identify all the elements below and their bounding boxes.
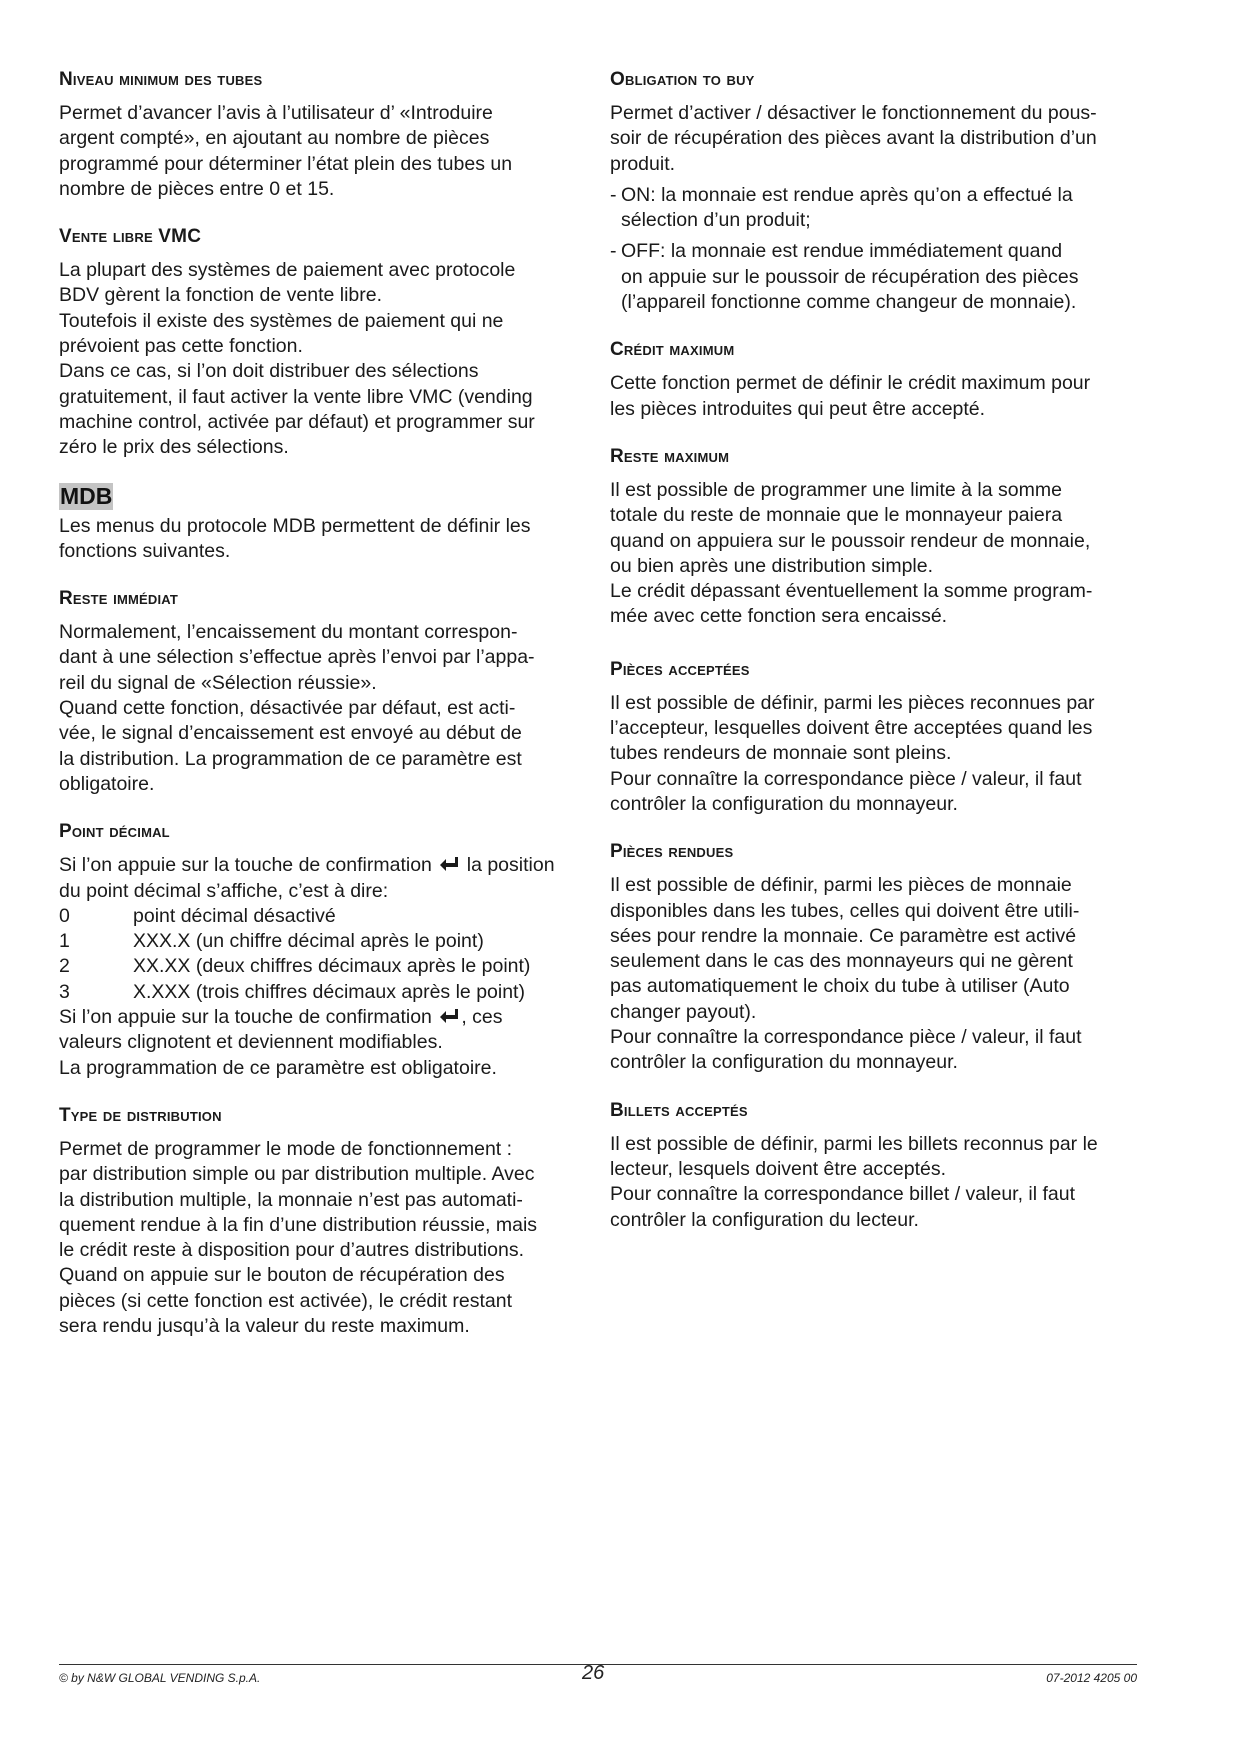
para-reste-immediat: Normalement, l’encaissement du montant correspon- dant à une sélection s’effectue après l’envoi par l’appa- reil du signal de «Sélection réussie». Quand cette fonction, désactivée par défaut, est acti- vée, le signal d’encaissement est envoyé au début de la distribution. La programmation de ce paramètre est obligatoire. — [59, 621, 535, 795]
para-credit-maximum: Cette fonction permet de définir le crédit maximum pour les pièces introduites qui peut être accepté. — [610, 372, 1091, 420]
para-obligation: Permet d’activer / désactiver le fonctionnement du pous- soir de récupération des pièces avant la distribution d’un produit. — [610, 102, 1097, 175]
list-item: 2 XX.XX (deux chiffres décimaux après le point) — [59, 955, 531, 978]
list-item: 3 X.XXX (trois chiffres décimaux après le point) — [59, 980, 525, 1003]
section-pieces-acceptees — [610, 658, 1140, 817]
section-reste-immediat — [59, 587, 589, 797]
section-mdb — [59, 483, 589, 565]
enter-key-icon — [439, 1008, 459, 1025]
page-number: 26 — [582, 1662, 605, 1684]
section-type-distribution — [59, 1104, 589, 1339]
heading-credit-maximum: Crédit maximum — [610, 339, 735, 361]
para-point-after: Si l’on appuie sur la touche de confirmation , ces valeurs clignotent et deviennent modifiables. La programmation de ce paramètre est obligatoire. — [59, 1006, 503, 1079]
footer-copyright: © by N&W GLOBAL VENDING S.p.A. — [59, 1671, 261, 1685]
left-column — [59, 68, 589, 1339]
heading-point-decimal: Point décimal — [59, 821, 170, 843]
enter-key-icon — [439, 856, 459, 873]
para-type-distribution: Permet de programmer le mode de fonctionnement : par distribution simple ou par distribution multiple. Avec la distribution multiple, la monnaie n’est pas automati- quement rendue à la fin d’une distribution réussie, mais le crédit reste à disposition pour d’autres distributions. Quand on appuie sur le bouton de récupération des pièces (si cette fonction est activée), le crédit restant sera rendu jusqu’à la valeur du reste maximum. — [59, 1137, 538, 1337]
section-credit-maximum — [610, 338, 1140, 422]
para-pieces-acceptees: Il est possible de définir, parmi les pièces reconnues par l’accepteur, lesquelles doivent être acceptées quand les tubes rendeurs de monnaie sont pleins. Pour connaître la correspondance pièce / valeur, il faut contrôler la configuration du monnayeur. — [610, 691, 1095, 815]
list-item: 1 XXX.X (un chiffre décimal après le point) — [59, 930, 484, 953]
section-niveau — [59, 68, 589, 202]
section-obligation — [610, 68, 1140, 315]
footer-document-code: 07-2012 4205 00 — [1046, 1671, 1137, 1685]
list-item: 0 point décimal désactivé — [59, 904, 336, 927]
heading-pieces-rendues: Pièces rendues — [610, 841, 734, 863]
list-item-off: - OFF: la monnaie est rendue immédiatement quand on appuie sur le poussoir de récupération des pièces (l’appareil fonctionne comme changeur de monnaie). — [610, 240, 1079, 314]
para-pieces-rendues: Il est possible de définir, parmi les pièces de monnaie disponibles dans les tubes, celles qui doivent être utili- sées pour rendre la monnaie. Ce paramètre est activé seulement dans le cas des monnayeurs qui ne gèrent pas automatiquement le choix du tube à utiliser (Auto changer payout). Pour connaître la correspondance pièce / valeur, il faut contrôler la configuration du monnayeur. — [610, 874, 1082, 1074]
para-niveau: Permet d’avancer l’avis à l’utilisateur d’ «Introduire argent compté», en ajoutant au nombre de pièces programmé pour déterminer l’état plein des tubes un nombre de pièces entre 0 et 15. — [59, 102, 513, 200]
heading-billets-acceptes: Billets acceptés — [610, 1099, 748, 1121]
para-point-intro: Si l’on appuie sur la touche de confirmation la position du point décimal s’affiche, c’est à dire: — [59, 854, 555, 902]
para-billets-acceptes: Il est possible de définir, parmi les billets reconnus par le lecteur, lesquels doivent être acceptés. Pour connaître la correspondance billet / valeur, il faut contrôler la configuration du lecteur. — [610, 1132, 1098, 1231]
heading-reste-maximum: Reste maximum — [610, 445, 730, 467]
section-point-decimal — [59, 820, 589, 1081]
para-reste-maximum: Il est possible de programmer une limite à la somme totale du reste de monnaie que le monnayeur paiera quand on appuiera sur le poussoir rendeur de monnaie, ou bien après une distribution simple. Le crédit dépassant éventuellement la somme program- mée avec cette fonction sera encaissé. — [610, 478, 1093, 628]
heading-obligation: Obligation to buy — [610, 69, 755, 90]
section-reste-maximum — [610, 445, 1140, 630]
para-mdb: Les menus du protocole MDB permettent de définir les fonctions suivantes. — [59, 514, 531, 562]
section-billets-acceptes — [610, 1099, 1140, 1233]
heading-vente: Vente libre VMC — [59, 226, 202, 248]
mdb-title: MDB — [60, 482, 113, 509]
heading-reste-immediat: Reste immédiat — [59, 588, 179, 610]
right-column — [610, 68, 1140, 1233]
section-pieces-rendues — [610, 840, 1140, 1075]
list-item-on: - ON: la monnaie est rendue après qu’on a effectué la sélection d’un produit; — [610, 183, 1073, 232]
heading-niveau: Niveau minimum des tubes — [59, 69, 263, 90]
para-vente: La plupart des systèmes de paiement avec protocole BDV gèrent la fonction de vente libre. Toutefois il existe des systèmes de paiement qui ne prévoient pas cette fonction. Dans ce cas, si l’on doit distribuer des sélections gratuitement, il faut activer la vente libre VMC (vending machine control, activée par défaut) et programmer sur zéro le prix des sélections. — [59, 259, 535, 459]
heading-type-distribution: Type de distribution — [59, 1104, 222, 1126]
section-vente — [59, 225, 589, 460]
heading-pieces-acceptees: Pièces acceptées — [610, 658, 750, 680]
decimal-list — [59, 904, 589, 1005]
